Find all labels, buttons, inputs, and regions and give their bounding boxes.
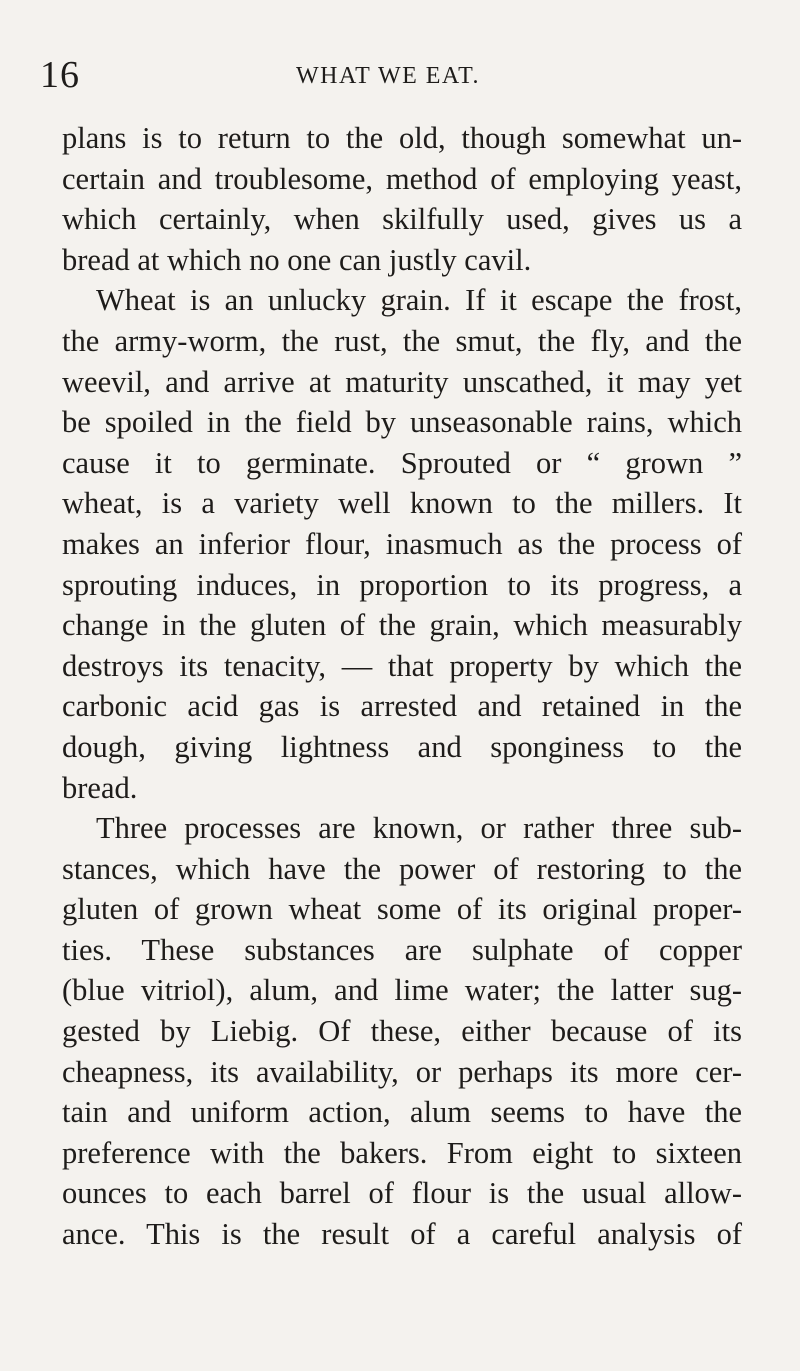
text-line: sprouting induces, in proportion to its progress, a (62, 567, 742, 602)
text-line: certain and troublesome, method of employing yeast, (62, 161, 742, 196)
text-line: which certainly, when skilfully used, gives us a (62, 202, 742, 237)
text-line: gested by Liebig. Of these, either because of its (62, 1014, 742, 1049)
text-line: ties. These substances are sulphate of copper (62, 932, 742, 967)
text-line: tain and uniform action, alum seems to have the (62, 1095, 742, 1130)
text-line: bread at which no one can justly cavil. (62, 242, 532, 277)
running-head: WHAT WE EAT. (296, 63, 480, 89)
text-line: cause it to germinate. Sprouted or “ grown ” (62, 445, 742, 480)
page-number: 16 (40, 54, 80, 96)
text-line: dough, giving lightness and sponginess to the (62, 729, 742, 764)
text-line: ance. This is the result of a careful analysis of (62, 1217, 742, 1252)
text-line: carbonic acid gas is arrested and retained in the (62, 689, 742, 724)
text-line: ounces to each barrel of flour is the usual allow- (62, 1176, 742, 1211)
text-line: gluten of grown wheat some of its original proper- (62, 892, 742, 927)
text-line: wheat, is a variety well known to the millers. It (62, 486, 742, 521)
text-line: weevil, and arrive at maturity unscathed, it may yet (62, 364, 742, 399)
body-text (62, 118, 742, 1255)
text-line: cheapness, its availability, or perhaps its more cer- (62, 1054, 742, 1089)
text-line: destroys its tenacity, — that property by which the (62, 648, 742, 683)
text-line: preference with the bakers. From eight to sixteen (62, 1135, 742, 1170)
text-line: be spoiled in the field by unseasonable rains, which (62, 405, 742, 440)
text-line: stances, which have the power of restoring to the (62, 851, 742, 886)
text-line: the army-worm, the rust, the smut, the fly, and the (62, 323, 742, 358)
text-line: change in the gluten of the grain, which measurably (62, 608, 742, 643)
text-line: makes an inferior flour, inasmuch as the process of (62, 526, 742, 561)
text-line: bread. (62, 770, 138, 805)
text-line: Wheat is an unlucky grain. If it escape the frost, (96, 283, 742, 318)
page-header (40, 52, 780, 98)
text-line: Three processes are known, or rather three sub- (96, 811, 742, 846)
text-line: (blue vitriol), alum, and lime water; the latter sug- (62, 973, 742, 1008)
text-line: plans is to return to the old, though somewhat un- (62, 121, 742, 155)
